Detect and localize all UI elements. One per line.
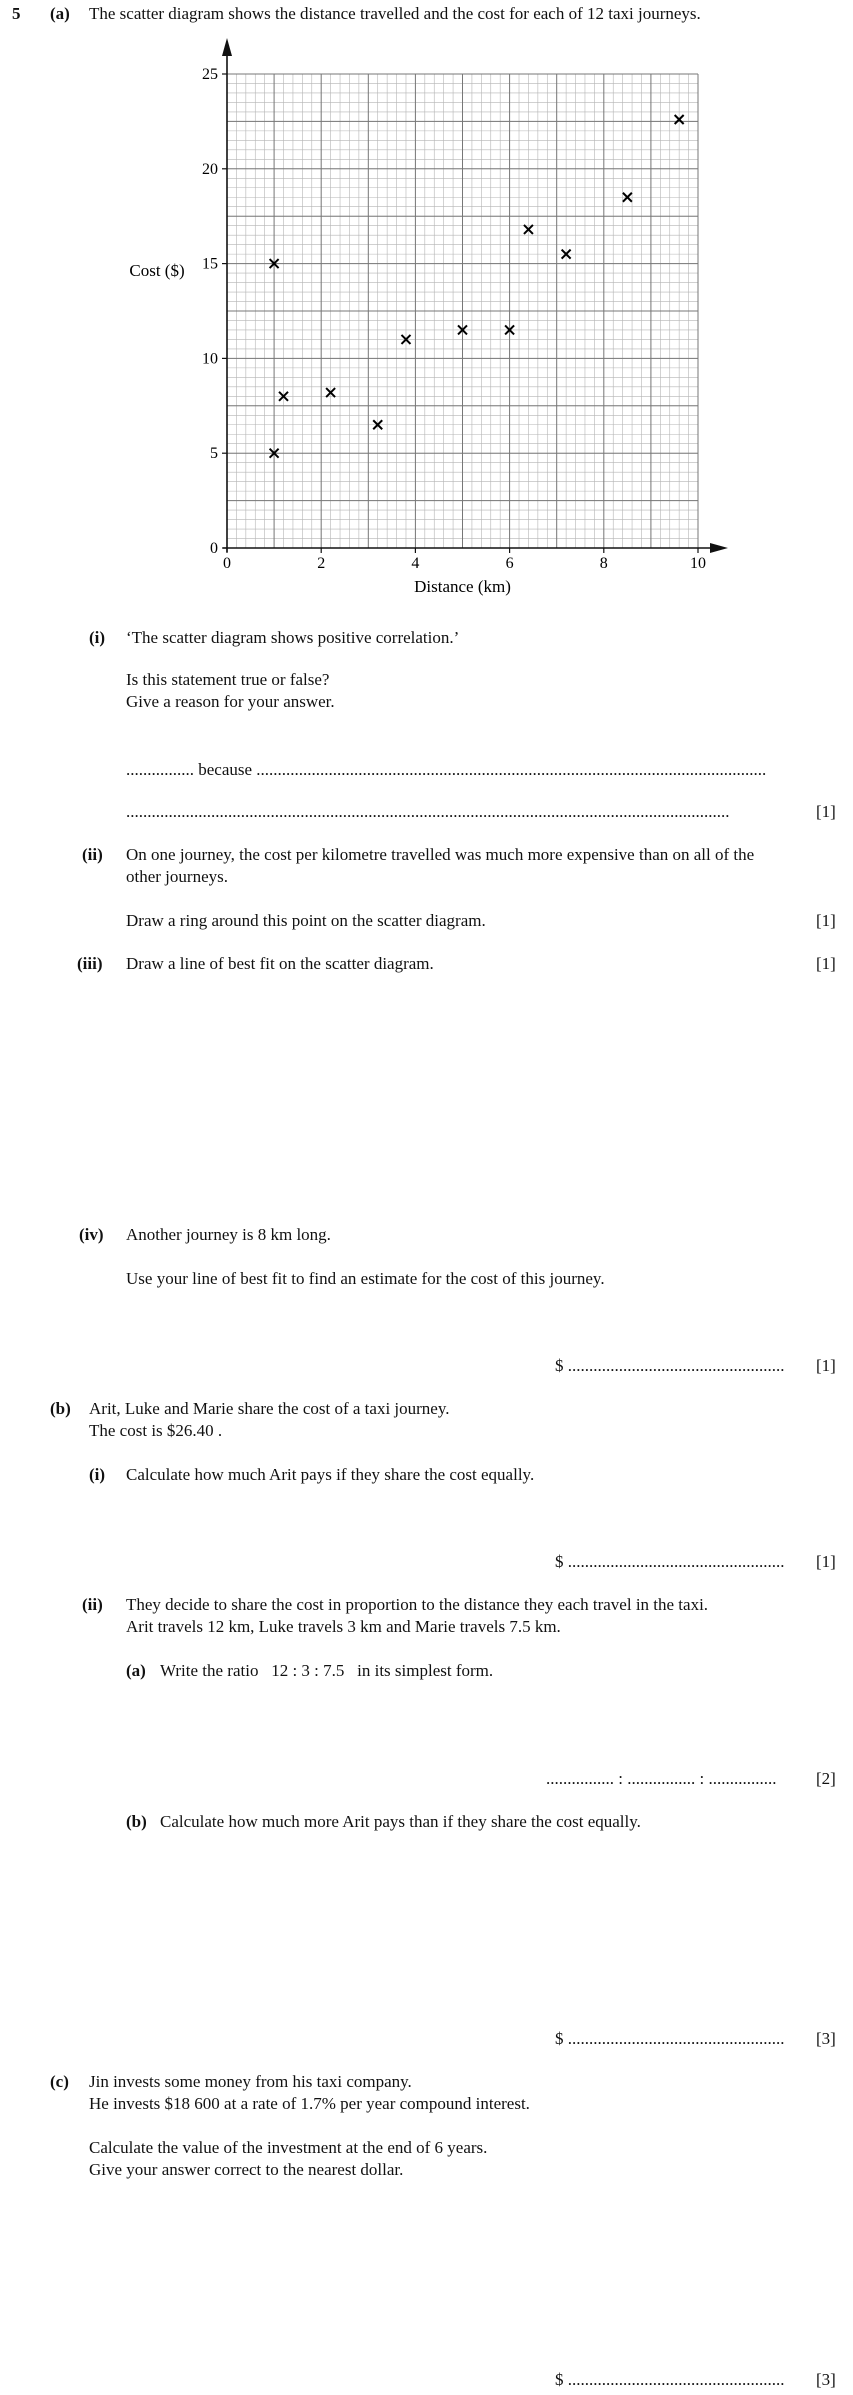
- y-axis-arrow: [222, 38, 232, 56]
- scatter-diagram[interactable]: [0, 30, 853, 630]
- y-tick-label: 0: [210, 540, 218, 557]
- y-axis-label: Cost ($): [129, 261, 185, 280]
- part-b-ii-b-label: (b): [126, 1812, 147, 1831]
- marks-a-i: [1]: [816, 802, 836, 821]
- part-a-i-q1: Is this statement true or false?: [126, 670, 330, 689]
- part-c-label: (c): [50, 2072, 69, 2091]
- x-axis-arrow: [710, 543, 728, 553]
- part-a-ii-line2: other journeys.: [126, 867, 228, 886]
- part-a-iv-line1: Another journey is 8 km long.: [126, 1225, 331, 1244]
- x-tick-label: 6: [505, 555, 514, 572]
- question-number: 5: [12, 4, 21, 23]
- part-a-i-label: (i): [89, 628, 106, 647]
- part-b-ii-label: (ii): [82, 1595, 103, 1614]
- marks-a-ii: [1]: [816, 911, 836, 930]
- answer-line-a-iv[interactable]: $ ...................................................: [555, 1356, 785, 1375]
- y-tick-label: 10: [202, 350, 218, 368]
- part-c-line2: He invests $18 600 at a rate of 1.7% per year compound interest.: [89, 2094, 530, 2113]
- x-tick-label: 0: [223, 555, 231, 572]
- part-b-line2: The cost is $26.40 .: [89, 1421, 223, 1440]
- part-a-iv-line2: Use your line of best fit to find an estimate for the cost of this journey.: [126, 1269, 605, 1288]
- part-a-ii-instruction: Draw a ring around this point on the scatter diagram.: [126, 911, 486, 930]
- part-b-i-instruction: Calculate how much Arit pays if they share the cost equally.: [126, 1465, 535, 1484]
- x-tick-label: 4: [411, 555, 420, 572]
- part-c-line3: Calculate the value of the investment at the end of 6 years.: [89, 2138, 488, 2157]
- part-a-i-q2: Give a reason for your answer.: [126, 692, 335, 711]
- tick-labels: [202, 66, 706, 572]
- part-b-ii-line2: Arit travels 12 km, Luke travels 3 km and Marie travels 7.5 km.: [126, 1617, 561, 1636]
- part-b-ii-a-instruction: Write the ratio 12 : 3 : 7.5 in its simplest form.: [160, 1661, 494, 1680]
- part-b-line1: Arit, Luke and Marie share the cost of a taxi journey.: [89, 1399, 450, 1418]
- part-a-iii-label: (iii): [77, 954, 103, 973]
- x-tick-label: 10: [690, 555, 706, 572]
- part-a-iii-instruction: Draw a line of best fit on the scatter diagram.: [126, 954, 434, 973]
- y-tick-label: 25: [202, 66, 218, 83]
- axes: [222, 38, 728, 553]
- y-tick-label: 5: [210, 445, 218, 463]
- part-a-iv-label: (iv): [79, 1225, 104, 1244]
- marks-b-i: [1]: [816, 1552, 836, 1571]
- marks-b-ii-b: [3]: [816, 2029, 836, 2048]
- answer-line-a-i-1[interactable]: ................ because ........................................................................................................................: [126, 760, 767, 779]
- y-tick-label: 20: [202, 160, 218, 178]
- part-a-ii-line1: On one journey, the cost per kilometre travelled was much more expensive than on all of the: [126, 845, 755, 864]
- x-tick-label: 2: [317, 555, 326, 572]
- answer-line-a-i-2[interactable]: ..............................................................................................................................................: [126, 802, 730, 821]
- part-a-intro: The scatter diagram shows the distance travelled and the cost for each of 12 taxi journeys.: [89, 4, 701, 23]
- marks-b-ii-a: [2]: [816, 1769, 836, 1788]
- part-a-i-statement: ‘The scatter diagram shows positive correlation.’: [126, 628, 460, 647]
- x-tick-label: 8: [599, 555, 608, 572]
- part-c-line4: Give your answer correct to the nearest dollar.: [89, 2160, 404, 2179]
- part-c-line1: Jin invests some money from his taxi company.: [89, 2072, 412, 2091]
- marks-a-iii: [1]: [816, 954, 836, 973]
- part-b-ii-line1: They decide to share the cost in proportion to the distance they each travel in the taxi.: [126, 1595, 709, 1614]
- part-b-label: (b): [50, 1399, 71, 1418]
- marks-c: [3]: [816, 2370, 836, 2389]
- part-b-i-label: (i): [89, 1465, 106, 1484]
- part-b-ii-b-instruction: Calculate how much more Arit pays than if they share the cost equally.: [160, 1812, 641, 1831]
- marks-a-iv: [1]: [816, 1356, 836, 1375]
- answer-line-b-ii-b[interactable]: $ ...................................................: [555, 2029, 785, 2048]
- part-a-ii-label: (ii): [82, 845, 103, 864]
- answer-line-c[interactable]: $ ...................................................: [555, 2370, 785, 2389]
- answer-line-b-i[interactable]: $ ...................................................: [555, 1552, 785, 1571]
- part-a-label: (a): [50, 4, 70, 23]
- answer-ratio-b-ii-a[interactable]: ................ : ................ : ................: [546, 1769, 777, 1788]
- part-b-ii-a-label: (a): [126, 1661, 146, 1680]
- y-tick-label: 15: [202, 255, 218, 273]
- x-axis-label: Distance (km): [414, 577, 511, 596]
- grid-major: [227, 74, 698, 548]
